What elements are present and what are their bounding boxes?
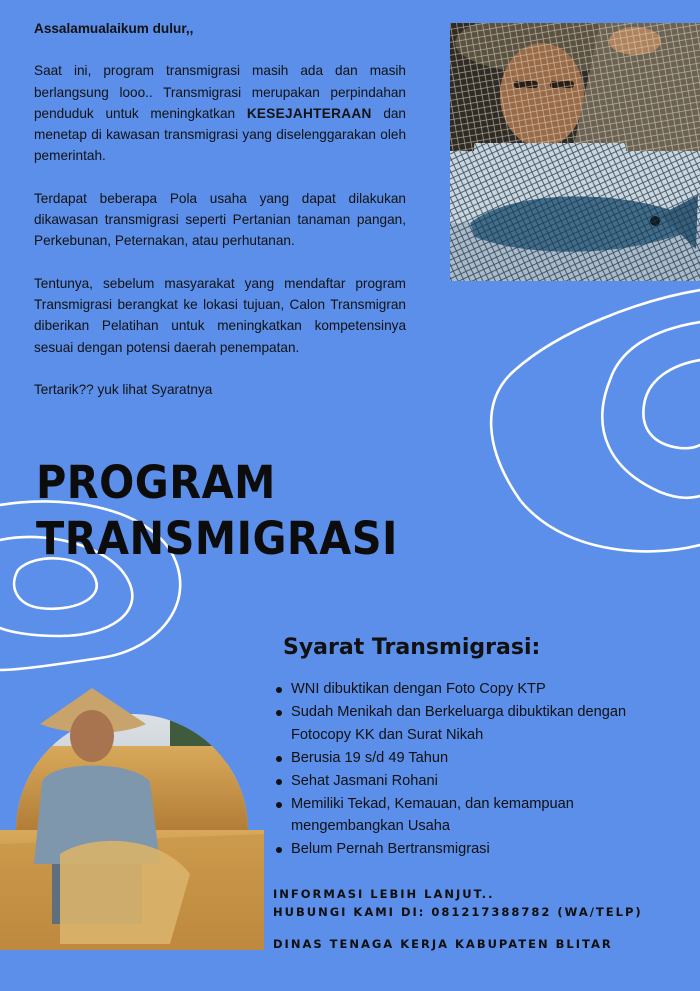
requirement-item: Berusia 19 s/d 49 Tahun <box>273 747 663 770</box>
organization-footer: DINAS TENAGA KERJA KABUPATEN BLITAR <box>273 937 613 951</box>
requirement-item: Belum Pernah Bertransmigrasi <box>273 838 663 861</box>
contact-line-1: INFORMASI LEBIH LANJUT.. <box>273 887 495 901</box>
contact-line-2: HUBUNGI KAMI DI: 081217388782 (WA/TELP) <box>273 905 643 919</box>
intro-p1-emphasis: KESEJAHTERAAN <box>246 105 372 121</box>
contact-info <box>273 885 643 921</box>
program-headline <box>36 455 398 567</box>
intro-paragraph-4: Tertarik?? yuk lihat Syaratnya <box>34 381 213 397</box>
intro-paragraph-3: Tentunya, sebelum masyarakat yang mendaftar program Transmigrasi berangkat ke lokasi tujuan, Calon Transmigran diberikan Pelatihan untuk meningkatkan kompetensinya sesuai dengan potensi daerah penempatan. <box>34 275 406 355</box>
requirements-list <box>273 678 663 861</box>
intro-p1-end: dan menetap di kawasan transmigrasi yang diselenggarakan oleh pemerintah. <box>34 105 406 164</box>
requirement-item: Sehat Jasmani Rohani <box>273 770 663 793</box>
requirements-title: Syarat Transmigrasi: <box>283 635 541 660</box>
requirement-item: Sudah Menikah dan Berkeluarga dibuktikan dengan Fotocopy KK dan Surat Nikah <box>273 701 663 747</box>
intro-text <box>34 18 406 400</box>
headline-line-2: TRANSMIGRASI <box>36 512 398 565</box>
intro-paragraph-2: Terdapat beberapa Pola usaha yang dapat dilakukan dikawasan transmigrasi seperti Pertanian tanaman pangan, Perkebunan, Peternakan, atau perhutanan. <box>34 190 406 249</box>
intro-p1-start: Saat ini, program transmigrasi masih ada dan masih berlangsung looo.. Transmigrasi merupakan perpindahan penduduk untuk meningkatkan <box>34 63 406 121</box>
fisherman-photo <box>450 23 700 281</box>
greeting: Assalamualaikum dulur,, <box>34 21 194 36</box>
requirement-item: WNI dibuktikan dengan Foto Copy KTP <box>273 678 663 701</box>
headline-line-1: PROGRAM <box>36 456 276 509</box>
rice-farmer-photo <box>0 684 264 950</box>
intro-paragraph-1 <box>34 60 406 166</box>
requirement-item: Memiliki Tekad, Kemauan, dan kemampuan mengembangkan Usaha <box>273 793 663 839</box>
